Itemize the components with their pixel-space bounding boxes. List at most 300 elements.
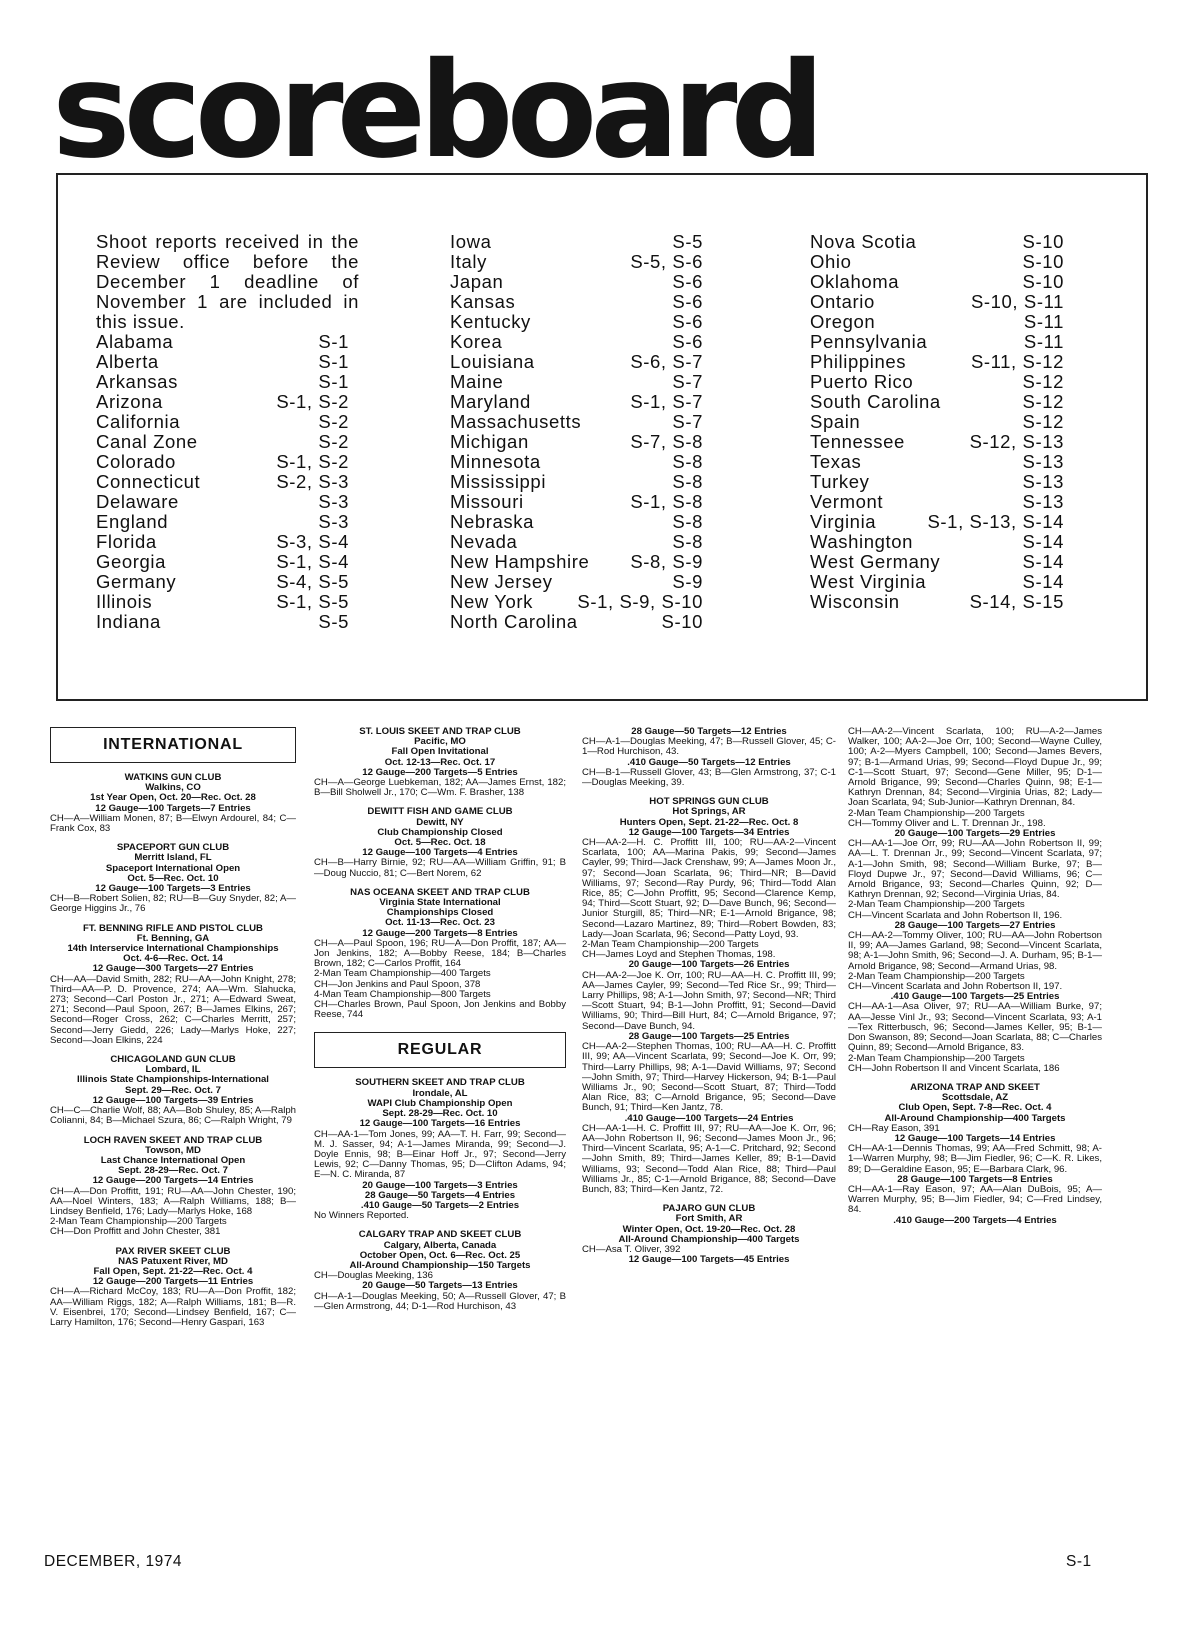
footer-page-number: S-1 bbox=[1066, 1553, 1092, 1570]
index-entry bbox=[810, 472, 1064, 492]
result-text: CH—AA—David Smith, 282; RU—AA—John Knight, 278; Third—AA—P. D. Provence, 274; AA—Wm. Slahucka, 273; Second—Carl Poston Jr., 271; A—Edward Sweat, 271; Second—Paul Spoon, 267; B—James Elkins, 267; Second—Roger Cross, 262; C—Charles Merritt, 257; Second—Jerry Giedd, 226; Lady—Marlys Hoke, 227; Second—Joan Elkins, 224 bbox=[50, 973, 296, 1046]
index-pages: S-8 bbox=[672, 511, 703, 532]
index-entry bbox=[450, 232, 703, 252]
index-state: Louisiana bbox=[450, 351, 535, 372]
index-entry bbox=[810, 452, 1064, 472]
event-heading: Oct. 12-13—Rec. Oct. 17 bbox=[384, 756, 496, 768]
result-text: CH—AA-1—Ray Eason, 97; AA—Alan DuBois, 95; A—Warren Murphy, 95; B—Jim Fiedler, 94; C—Fred Lindsey, 84. bbox=[848, 1183, 1102, 1216]
result-text: CH—AA-2—Vincent Scarlata, 100; RU—A-2—James Walker, 100; AA-2—Joe Orr, 100; Second—Wayne Culley, 100; A-2—Myers Campbell, 100; Second—James Bevers, 97; B-1—Armand Urias, 99; Second—Floyd Dupue Jr., 99; C-1—Scott Stuart, 97; Second—Gene Miller, 95; D-1—Arnold Brigance, 99; Second—Charles Quinn, 98; E-1—Kathryn Drennan, 84; Second—Virginia Urias, 82; Lady—Joan Scarlata, 94; Sub-Junior—Kathryn Drennan, 84. bbox=[848, 726, 1102, 809]
index-pages: S-1, S-7 bbox=[630, 391, 703, 412]
event-heading: 12 Gauge—100 Targets—34 Entries bbox=[628, 826, 790, 838]
event-heading: 14th Interservice International Championships bbox=[67, 943, 279, 955]
index-pages: S-9 bbox=[672, 571, 703, 592]
index-entry bbox=[450, 372, 703, 392]
result-text: 2-Man Team Championship—200 Targets bbox=[582, 939, 759, 951]
index-column-2 bbox=[450, 232, 703, 632]
event-heading: 12 Gauge—100 Targets—16 Entries bbox=[359, 1118, 521, 1130]
club-name: FT. BENNING RIFLE AND PISTOL CLUB bbox=[83, 922, 263, 934]
event-heading: Pacific, MO bbox=[414, 736, 466, 748]
footer-date: DECEMBER, 1974 bbox=[44, 1553, 182, 1570]
index-state: Minnesota bbox=[450, 451, 541, 472]
club-name: SOUTHERN SKEET AND TRAP CLUB bbox=[355, 1077, 525, 1089]
result-text: CH—Tommy Oliver and L. T. Drennan Jr., 198. bbox=[848, 817, 1046, 829]
result-text: CH—A-1—Douglas Meeking, 50; A—Russell Glover, 47; B—Glen Armstrong, 44; D-1—Rod Hurchison, 43 bbox=[314, 1290, 566, 1312]
index-entry bbox=[810, 312, 1064, 332]
index-entry bbox=[810, 572, 1064, 592]
result-text: 2-Man Team Championship—400 Targets bbox=[314, 968, 491, 980]
event-heading: Walkins, CO bbox=[145, 782, 201, 794]
club-name: NAS OCEANA SKEET AND TRAP CLUB bbox=[350, 886, 530, 898]
event-heading: Spaceport International Open bbox=[105, 862, 241, 874]
index-entry bbox=[450, 392, 703, 412]
event-heading: Scottsdale, AZ bbox=[941, 1092, 1009, 1104]
index-pages: S-10, S-11 bbox=[970, 291, 1064, 312]
event-heading: 12 Gauge—100 Targets—45 Entries bbox=[628, 1254, 790, 1266]
index-pages: S-5 bbox=[318, 611, 349, 632]
index-entry bbox=[450, 532, 703, 552]
result-text: CH—AA-1—Asa Oliver, 97; RU—AA—William Burke, 97; AA—Jesse Vinl Jr., 93; Second—Vincent Scarlata, 93; A-1—Tex Ritterbusch, 96; Second—James Keller, 95; B-1—Don Swanson, 89; Second—Joan Scarlata, 88; C—Charles Quinn, 89; Second—Arnold Brigance, 83. bbox=[848, 1001, 1102, 1054]
index-list-2 bbox=[450, 232, 703, 632]
result-text: 2-Man Team Championship—200 Targets bbox=[50, 1216, 227, 1228]
event-heading: October Open, Oct. 6—Rec. Oct. 25 bbox=[359, 1249, 521, 1261]
index-entry bbox=[96, 472, 349, 492]
index-pages: S-8 bbox=[672, 451, 703, 472]
result-text: CH—Don Proffitt and John Chester, 381 bbox=[50, 1226, 221, 1238]
result-text: CH—A-1—Douglas Meeking, 47; B—Russell Glover, 45; C-1—Rod Hurchison, 43. bbox=[582, 736, 836, 758]
index-state: California bbox=[96, 411, 181, 432]
index-pages: S-14 bbox=[1022, 531, 1064, 552]
index-pages: S-3 bbox=[318, 511, 349, 532]
index-state: Canal Zone bbox=[96, 431, 198, 452]
event-heading: Ft. Benning, GA bbox=[136, 932, 210, 944]
index-pages: S-10 bbox=[1022, 271, 1064, 292]
result-text: CH—A—William Monen, 87; B—Elwyn Ardourel, 84; C—Frank Cox, 83 bbox=[50, 812, 296, 835]
index-pages: S-7 bbox=[672, 411, 703, 432]
index-pages: S-5, S-6 bbox=[630, 251, 703, 272]
result-text: CH—A—George Luebkeman, 182; AA—James Ernst, 182; B—Bill Sholwell Jr., 170; C—Wm. F. Brasher, 138 bbox=[314, 777, 566, 799]
index-pages: S-10 bbox=[1022, 251, 1064, 272]
event-heading: 12 Gauge—200 Targets—14 Entries bbox=[92, 1175, 254, 1187]
section-heading: REGULAR bbox=[314, 1032, 566, 1068]
result-text: CH—B—Harry Birnie, 92; RU—AA—William Griffin, 91; B—Doug Nuccio, 81; C—Bert Norem, 62 bbox=[314, 857, 566, 879]
result-text: CH—AA-1—Dennis Thomas, 99; AA—Fred Schmitt, 98; A-1—Warren Murphy, 98; B—Jim Fiedler, 96; C—K. R. Likes, 89; D—Geraldine Eason, 95; E—Barbara Clark, 96. bbox=[848, 1143, 1102, 1175]
index-pages: S-6, S-7 bbox=[630, 351, 703, 372]
index-pages: S-6 bbox=[672, 311, 703, 332]
result-text: CH—C—Charlie Wolf, 88; AA—Bob Shuley, 85; A—Ralph Colianni, 84; B—Michael Szura, 86; C—Ralph Wright, 79 bbox=[50, 1105, 296, 1127]
index-entry bbox=[450, 432, 703, 452]
event-heading: WAPI Club Championship Open bbox=[367, 1097, 513, 1109]
index-pages: S-13 bbox=[1022, 471, 1064, 492]
event-heading: Winter Open, Oct. 19-20—Rec. Oct. 28 bbox=[622, 1223, 796, 1235]
index-entry bbox=[450, 572, 703, 592]
result-text: CH—Ray Eason, 391 bbox=[848, 1122, 940, 1134]
result-text: 2-Man Team Championship—200 Targets bbox=[848, 899, 1025, 911]
index-state: Turkey bbox=[810, 471, 870, 492]
index-state: Indiana bbox=[96, 611, 161, 632]
index-state: Nebraska bbox=[450, 511, 534, 532]
index-state: Maryland bbox=[450, 391, 531, 412]
event-heading: Oct. 4-6—Rec. Oct. 14 bbox=[123, 953, 223, 965]
index-pages: S-1 bbox=[318, 331, 349, 352]
index-entry bbox=[810, 392, 1064, 412]
index-state: Philippines bbox=[810, 351, 907, 372]
index-state: South Carolina bbox=[810, 391, 941, 412]
event-heading: All-Around Championship—400 Targets bbox=[884, 1112, 1066, 1124]
club-name: HOT SPRINGS GUN CLUB bbox=[649, 796, 769, 808]
index-pages: S-2 bbox=[318, 411, 349, 432]
event-heading: Oct. 5—Rec. Oct. 10 bbox=[127, 872, 219, 884]
index-state: New York bbox=[450, 591, 533, 612]
result-text: CH—AA-1—Tom Jones, 99; AA—T. H. Farr, 99; Second—M. J. Sasser, 94; A-1—James Miranda, 99; Second—J. Doyle Ennis, 98; B—Einar Hoff Jr., 97; Second—Jerry Lewis, 92; C—Danny Thomas, 95; D—Clifton Adams, 94; E—N. C. Miranda, 87 bbox=[314, 1128, 566, 1181]
index-pages: S-1, S-2 bbox=[276, 391, 349, 412]
index-pages: S-11 bbox=[1023, 311, 1064, 332]
event-heading: Lombard, IL bbox=[145, 1064, 201, 1076]
index-state: Vermont bbox=[810, 491, 884, 512]
index-entry bbox=[810, 432, 1064, 452]
event-heading: 28 Gauge—100 Targets—8 Entries bbox=[897, 1173, 1053, 1185]
index-entry bbox=[96, 432, 349, 452]
event-heading: 12 Gauge—100 Targets—14 Entries bbox=[894, 1132, 1056, 1144]
result-text: CH—Vincent Scarlata and John Robertson II, 197. bbox=[848, 981, 1063, 993]
event-heading: .410 Gauge—200 Targets—4 Entries bbox=[893, 1214, 1057, 1226]
event-heading: Oct. 11-13—Rec. Oct. 23 bbox=[385, 917, 495, 929]
club-name: SPACEPORT GUN CLUB bbox=[116, 842, 230, 854]
index-state: Illinois bbox=[96, 591, 153, 612]
index-state: Maine bbox=[450, 371, 504, 392]
index-entry bbox=[810, 592, 1064, 612]
index-pages: S-8 bbox=[672, 531, 703, 552]
index-entry bbox=[810, 412, 1064, 432]
event-heading: 1st Year Open, Oct. 20—Rec. Oct. 28 bbox=[90, 792, 256, 804]
index-entry bbox=[450, 412, 703, 432]
result-text: 2-Man Team Championship—200 Targets bbox=[848, 1052, 1025, 1064]
index-state: Alberta bbox=[96, 351, 159, 372]
index-state: Ohio bbox=[810, 251, 852, 272]
index-state: Puerto Rico bbox=[810, 371, 914, 392]
index-state: Arkansas bbox=[96, 371, 178, 392]
result-text: CH—Douglas Meeking, 136 bbox=[314, 1270, 433, 1282]
index-state: Wisconsin bbox=[810, 591, 900, 612]
results-column-1 bbox=[50, 727, 296, 1328]
club-name: PAX RIVER SKEET CLUB bbox=[115, 1245, 231, 1257]
index-pages: S-1, S-2 bbox=[276, 451, 349, 472]
index-entry bbox=[96, 572, 349, 592]
index-state: Ontario bbox=[810, 291, 875, 312]
index-pages: S-1 bbox=[318, 371, 349, 392]
index-pages: S-2 bbox=[318, 431, 349, 452]
index-pages: S-14, S-15 bbox=[969, 591, 1064, 612]
index-pages: S-13 bbox=[1022, 451, 1064, 472]
event-heading: Sept. 29—Rec. Oct. 7 bbox=[125, 1084, 221, 1096]
index-state: North Carolina bbox=[450, 611, 578, 632]
event-heading: .410 Gauge—50 Targets—12 Entries bbox=[627, 756, 791, 768]
index-intro: Shoot reports received in the Review office before the December 1 deadline of November 1 are included in this issue. bbox=[96, 231, 359, 332]
index-pages: S-8 bbox=[672, 471, 703, 492]
index-pages: S-10 bbox=[1022, 231, 1064, 252]
index-entry bbox=[96, 332, 349, 352]
event-heading: Dewitt, NY bbox=[416, 816, 464, 828]
results-column-2 bbox=[314, 727, 566, 1312]
index-entry bbox=[450, 512, 703, 532]
event-heading: 12 Gauge—200 Targets—8 Entries bbox=[362, 927, 518, 939]
index-entry bbox=[810, 352, 1064, 372]
index-state: England bbox=[96, 511, 169, 532]
index-entry bbox=[450, 312, 703, 332]
event-heading: All-Around Championship—150 Targets bbox=[349, 1259, 531, 1271]
event-heading: 12 Gauge—100 Targets—7 Entries bbox=[95, 802, 251, 814]
event-heading: 28 Gauge—50 Targets—4 Entries bbox=[364, 1189, 516, 1201]
index-entry bbox=[96, 612, 349, 632]
index-state: New Jersey bbox=[450, 571, 553, 592]
event-heading: Virginia State International bbox=[379, 897, 501, 909]
index-list-1 bbox=[96, 332, 349, 632]
event-heading: Irondale, AL bbox=[412, 1087, 468, 1099]
event-heading: 20 Gauge—100 Targets—29 Entries bbox=[894, 828, 1056, 840]
event-heading: 12 Gauge—200 Targets—11 Entries bbox=[92, 1276, 254, 1288]
result-text: CH—A—Richard McCoy, 183; RU—A—Don Proffit, 182; AA—William Riggs, 182; A—Ralph Williams, 181; B—R. V. Eisenbrei, 170; Second—Lindsey Benfield, 167; C—Larry Hamilton, 176; Second—Henry Gaspari, 163 bbox=[50, 1286, 296, 1328]
index-pages: S-1, S-8 bbox=[630, 491, 703, 512]
result-text: CH—AA-1—Joe Orr, 99; RU—AA—John Robertson II, 99; AA—L. T. Drennan Jr., 99; Second—Vincent Scarlata, 97; A-1—John Smith, 98; Second—William Burke, 97; B—Floyd Dupwe Jr., 97; Second—David Williams, 96; C—Arnold Brigance, 93; Second—Charles Quinn, 92; D—Kathryn Drennan, 92; Second—Virginia Urias, 84. bbox=[848, 838, 1102, 901]
index-entry bbox=[450, 492, 703, 512]
index-column-3 bbox=[810, 232, 1064, 612]
index-entry bbox=[96, 412, 349, 432]
result-text: CH—Vincent Scarlata and John Robertson II, 196. bbox=[848, 909, 1063, 921]
index-pages: S-1, S-13, S-14 bbox=[927, 511, 1064, 532]
index-entry bbox=[450, 552, 703, 572]
index-pages: S-1, S-9, S-10 bbox=[577, 591, 703, 612]
index-pages: S-3 bbox=[318, 491, 349, 512]
event-heading: 20 Gauge—50 Targets—13 Entries bbox=[362, 1280, 518, 1292]
index-entry bbox=[96, 372, 349, 392]
index-column-1 bbox=[96, 231, 359, 632]
index-entry bbox=[450, 592, 703, 612]
index-state: West Virginia bbox=[810, 571, 927, 592]
index-state: Washington bbox=[810, 531, 914, 552]
event-heading: Championships Closed bbox=[386, 907, 494, 919]
index-pages: S-6 bbox=[672, 331, 703, 352]
index-pages: S-7 bbox=[672, 371, 703, 392]
index-state: New Hampshire bbox=[450, 551, 590, 572]
index-entry bbox=[450, 292, 703, 312]
index-pages: S-12 bbox=[1022, 371, 1064, 392]
index-state: Germany bbox=[96, 571, 177, 592]
index-pages: S-12, S-13 bbox=[969, 431, 1064, 452]
index-pages: S-4, S-5 bbox=[276, 571, 349, 592]
result-text: CH—James Loyd and Stephen Thomas, 198. bbox=[582, 949, 776, 961]
index-state: West Germany bbox=[810, 551, 941, 572]
index-state: Kentucky bbox=[450, 311, 531, 332]
event-heading: Club Open, Sept. 7-8—Rec. Oct. 4 bbox=[898, 1102, 1052, 1114]
index-state: Oklahoma bbox=[810, 271, 900, 292]
result-text: No Winners Reported. bbox=[314, 1210, 409, 1222]
index-entry bbox=[810, 272, 1064, 292]
index-entry bbox=[96, 592, 349, 612]
event-heading: Hunters Open, Sept. 21-22—Rec. Oct. 8 bbox=[619, 816, 799, 828]
result-text: CH—Asa T. Oliver, 392 bbox=[582, 1243, 681, 1255]
event-heading: 28 Gauge—100 Targets—25 Entries bbox=[628, 1030, 790, 1042]
index-state: Colorado bbox=[96, 451, 176, 472]
index-entry bbox=[450, 332, 703, 352]
result-text: CH—Jon Jenkins and Paul Spoon, 378 bbox=[314, 978, 481, 990]
index-state: Japan bbox=[450, 271, 504, 292]
event-heading: .410 Gauge—100 Targets—24 Entries bbox=[624, 1112, 794, 1124]
index-entry bbox=[810, 232, 1064, 252]
index-state: Pennsylvania bbox=[810, 331, 928, 352]
index-entry bbox=[450, 472, 703, 492]
result-text: CH—AA-1—H. C. Proffitt III, 97; RU—AA—Joe K. Orr, 96; AA—John Robertson II, 96; Second—James Moon Jr., 96; Third—Vincent Scarlata, 95; A-1—C. Pritchard, 92; Second—John Smith, 89; Third—James Keller, 89; B-1—David Williams, 93; Second—Todd Alan Rice, 88; Third—Paul Williams Jr., 85; C-1—Arnold Brigance, 88; Second—Dave Bunch, 83; Third—Ken Jantz, 72. bbox=[582, 1122, 836, 1195]
club-name: LOCH RAVEN SKEET AND TRAP CLUB bbox=[83, 1134, 263, 1146]
index-state: Nova Scotia bbox=[810, 231, 917, 252]
index-entry bbox=[810, 552, 1064, 572]
event-heading: Last Chance International Open bbox=[100, 1154, 246, 1166]
index-entry bbox=[810, 532, 1064, 552]
club-name: CHICAGOLAND GUN CLUB bbox=[110, 1054, 236, 1066]
event-heading: Merritt Island, FL bbox=[134, 852, 212, 864]
event-heading: 28 Gauge—50 Targets—12 Entries bbox=[631, 726, 787, 737]
index-entry bbox=[96, 352, 349, 372]
result-text: CH—AA-2—H. C. Proffitt III, 100; RU—AA-2—Vincent Scarlata, 100; AA—Marina Pakis, 99; Second—James Cayler, 99; Third—Jack Crenshaw, 99; A—James Moon Jr., 97; Second—Joan Scarlata, 96; Third—NR; B—David Williams, 97; Second—Ray Purdy, 96; Third—Todd Alan Rice, 85; C—John Proffitt, 95; Second—Clarence Kemp, 94; Third—Scott Stuart, 92; D—Dave Bunch, 96; Second—Junior Sturgill, 85; Third—NR; E-1—Arnold Brigance, 98; Second—Lazaro Martinez, 89; Third—Robert Bowden, 83; Lady—Joan Scarlata, 96; Second—Patty Loyd, 93. bbox=[582, 837, 836, 940]
index-entry bbox=[450, 252, 703, 272]
result-text: CH—AA-2—Joe K. Orr, 100; RU—AA—H. C. Proffitt III, 99; AA—James Cayler, 99; Second—Ted Rice Sr., 99; Third—Larry Phillips, 98; A-1—John Smith, 97; Second—NR; Third—Scott Stuart, 94; B-1—John Proffitt, 91; Second—David Williams, 90; Third—Bill Hurt, 84; C—Arnold Brigance, 97; Second—Dave Bunch, 94. bbox=[582, 969, 836, 1032]
index-box bbox=[56, 173, 1148, 701]
club-name: DEWITT FISH AND GAME CLUB bbox=[367, 806, 513, 818]
event-heading: 12 Gauge—100 Targets—3 Entries bbox=[95, 883, 251, 895]
index-state: Michigan bbox=[450, 431, 529, 452]
event-heading: Fall Open, Sept. 21-22—Rec. Oct. 4 bbox=[93, 1265, 253, 1277]
masthead-title: scoreboard bbox=[52, 34, 818, 188]
index-entry bbox=[810, 292, 1064, 312]
index-state: Florida bbox=[96, 531, 157, 552]
index-pages: S-6 bbox=[672, 271, 703, 292]
index-entry bbox=[450, 452, 703, 472]
index-state: Mississippi bbox=[450, 471, 547, 492]
index-entry bbox=[810, 512, 1064, 532]
index-entry bbox=[810, 332, 1064, 352]
index-state: Korea bbox=[450, 331, 503, 352]
index-entry bbox=[810, 372, 1064, 392]
result-text: CH—AA-2—Stephen Thomas, 100; RU—AA—H. C. Proffitt III, 99; AA—Vincent Scarlata, 99; Second—Joe K. Orr, 99; Third—Larry Phillips, 98; A-1—David Williams, 97; Second—John Smith, 97; Third—Harvey Hickerson, 94; B-1—Paul Williams Jr., 90; Second—Scott Stuart, 87; Third—Todd Alan Rice, 83; C—Arnold Brigance, 95; Second—Dave Bunch, 91; Third—Ken Jantz, 78. bbox=[582, 1041, 836, 1114]
club-name: ARIZONA TRAP AND SKEET bbox=[910, 1081, 1040, 1093]
index-pages: S-12 bbox=[1022, 391, 1064, 412]
result-text: 4-Man Team Championship—800 Targets bbox=[314, 988, 491, 1000]
index-state: Georgia bbox=[96, 551, 167, 572]
index-pages: S-6 bbox=[672, 291, 703, 312]
index-state: Connecticut bbox=[96, 471, 201, 492]
event-heading: Fort Smith, AR bbox=[675, 1213, 743, 1225]
index-entry bbox=[96, 552, 349, 572]
club-name: CALGARY TRAP AND SKEET CLUB bbox=[358, 1229, 522, 1241]
index-state: Spain bbox=[810, 411, 861, 432]
event-heading: Hot Springs, AR bbox=[672, 806, 746, 818]
event-heading: .410 Gauge—50 Targets—2 Entries bbox=[360, 1199, 520, 1211]
result-text: CH—AA-2—Tommy Oliver, 100; RU—AA—John Robertson II, 99; AA—James Garland, 98; Second—Vincent Scarlata, 98; A-1—John Smith, 96; Second—J. A. Durham, 95; B-1—Arnold Brigance, 98; Second—Armand Urias, 98. bbox=[848, 930, 1102, 972]
index-entry bbox=[96, 452, 349, 472]
index-state: Nevada bbox=[450, 531, 518, 552]
index-state: Kansas bbox=[450, 291, 516, 312]
index-pages: S-5 bbox=[672, 231, 703, 252]
event-heading: .410 Gauge—100 Targets—25 Entries bbox=[890, 991, 1060, 1003]
result-text: CH—A—Don Proffitt, 191; RU—AA—John Chester, 190; AA—Noel Winters, 183; A—Ralph Williams, 188; B—Lindsey Benfield, 176; Lady—Marlys Hoke, 168 bbox=[50, 1185, 296, 1217]
result-text: CH—B—Robert Solien, 82; RU—B—Guy Snyder, 82; A—George Higgins Jr., 76 bbox=[50, 893, 296, 915]
index-pages: S-12 bbox=[1022, 411, 1064, 432]
event-heading: 12 Gauge—200 Targets—5 Entries bbox=[362, 766, 518, 778]
index-state: Alabama bbox=[96, 331, 174, 352]
result-text: CH—John Robertson II and Vincent Scarlata, 186 bbox=[848, 1062, 1060, 1074]
event-heading: 20 Gauge—100 Targets—26 Entries bbox=[628, 959, 790, 971]
index-state: Missouri bbox=[450, 491, 524, 512]
event-heading: Sept. 28-29—Rec. Oct. 7 bbox=[118, 1165, 228, 1177]
index-entry bbox=[810, 492, 1064, 512]
index-pages: S-11, S-12 bbox=[970, 351, 1064, 372]
event-heading: 12 Gauge—100 Targets—4 Entries bbox=[362, 847, 518, 859]
index-entry bbox=[450, 352, 703, 372]
results-column-4 bbox=[848, 727, 1102, 1226]
index-state: Iowa bbox=[450, 231, 492, 252]
event-heading: 12 Gauge—300 Targets—27 Entries bbox=[92, 963, 254, 975]
index-entry bbox=[96, 392, 349, 412]
index-pages: S-1 bbox=[318, 351, 349, 372]
event-heading: Towson, MD bbox=[145, 1144, 201, 1156]
index-state: Virginia bbox=[810, 511, 877, 532]
index-pages: S-1, S-4 bbox=[276, 551, 349, 572]
event-heading: Fall Open Invitational bbox=[391, 746, 489, 758]
index-state: Italy bbox=[450, 251, 487, 272]
index-entry bbox=[450, 272, 703, 292]
club-name: PAJARO GUN CLUB bbox=[662, 1203, 756, 1215]
event-heading: 28 Gauge—100 Targets—27 Entries bbox=[894, 919, 1056, 931]
index-pages: S-14 bbox=[1022, 551, 1064, 572]
event-heading: Club Championship Closed bbox=[377, 826, 503, 838]
index-state: Oregon bbox=[810, 311, 876, 332]
event-heading: All-Around Championship—400 Targets bbox=[618, 1233, 800, 1245]
event-heading: 20 Gauge—100 Targets—3 Entries bbox=[362, 1179, 518, 1191]
index-pages: S-7, S-8 bbox=[630, 431, 703, 452]
index-pages: S-8, S-9 bbox=[630, 551, 703, 572]
index-pages: S-1, S-5 bbox=[276, 591, 349, 612]
index-entry bbox=[96, 492, 349, 512]
index-state: Massachusetts bbox=[450, 411, 582, 432]
results-column-3 bbox=[582, 727, 836, 1265]
event-heading: Calgary, Alberta, Canada bbox=[383, 1239, 497, 1251]
index-entry bbox=[810, 252, 1064, 272]
event-heading: Oct. 5—Rec. Oct. 18 bbox=[394, 837, 486, 849]
result-text: 2-Man Team Championship—200 Targets bbox=[848, 970, 1025, 982]
event-heading: Illinois State Championships-International bbox=[77, 1074, 269, 1086]
index-list-3 bbox=[810, 232, 1064, 612]
index-pages: S-3, S-4 bbox=[276, 531, 349, 552]
index-state: Arizona bbox=[96, 391, 163, 412]
index-entry bbox=[96, 532, 349, 552]
club-name: ST. LOUIS SKEET AND TRAP CLUB bbox=[359, 726, 521, 737]
index-pages: S-2, S-3 bbox=[276, 471, 349, 492]
result-text: CH—A—Paul Spoon, 196; RU—A—Don Proffit, 187; AA—Jon Jenkins, 182; A—Bobby Reese, 184; B—Charles Brown, 182; C—Carlos Proffit, 164 bbox=[314, 937, 566, 970]
event-heading: Sept. 28-29—Rec. Oct. 10 bbox=[382, 1108, 498, 1120]
index-pages: S-14 bbox=[1022, 571, 1064, 592]
index-pages: S-11 bbox=[1023, 331, 1064, 352]
result-text: CH—B-1—Russell Glover, 43; B—Glen Armstrong, 37; C-1—Douglas Meeking, 39. bbox=[582, 766, 836, 789]
club-name: WATKINS GUN CLUB bbox=[124, 772, 222, 783]
index-entry bbox=[450, 612, 703, 632]
result-text: CH—Charles Brown, Paul Spoon, Jon Jenkins and Bobby Reese, 744 bbox=[314, 999, 566, 1021]
section-heading: INTERNATIONAL bbox=[50, 727, 296, 763]
index-entry bbox=[96, 512, 349, 532]
index-state: Texas bbox=[810, 451, 862, 472]
event-heading: NAS Patuxent River, MD bbox=[118, 1255, 228, 1267]
event-heading: 12 Gauge—100 Targets—39 Entries bbox=[92, 1094, 254, 1106]
result-text: 2-Man Team Championship—200 Targets bbox=[848, 807, 1025, 819]
index-pages: S-13 bbox=[1022, 491, 1064, 512]
index-state: Tennessee bbox=[810, 431, 905, 452]
